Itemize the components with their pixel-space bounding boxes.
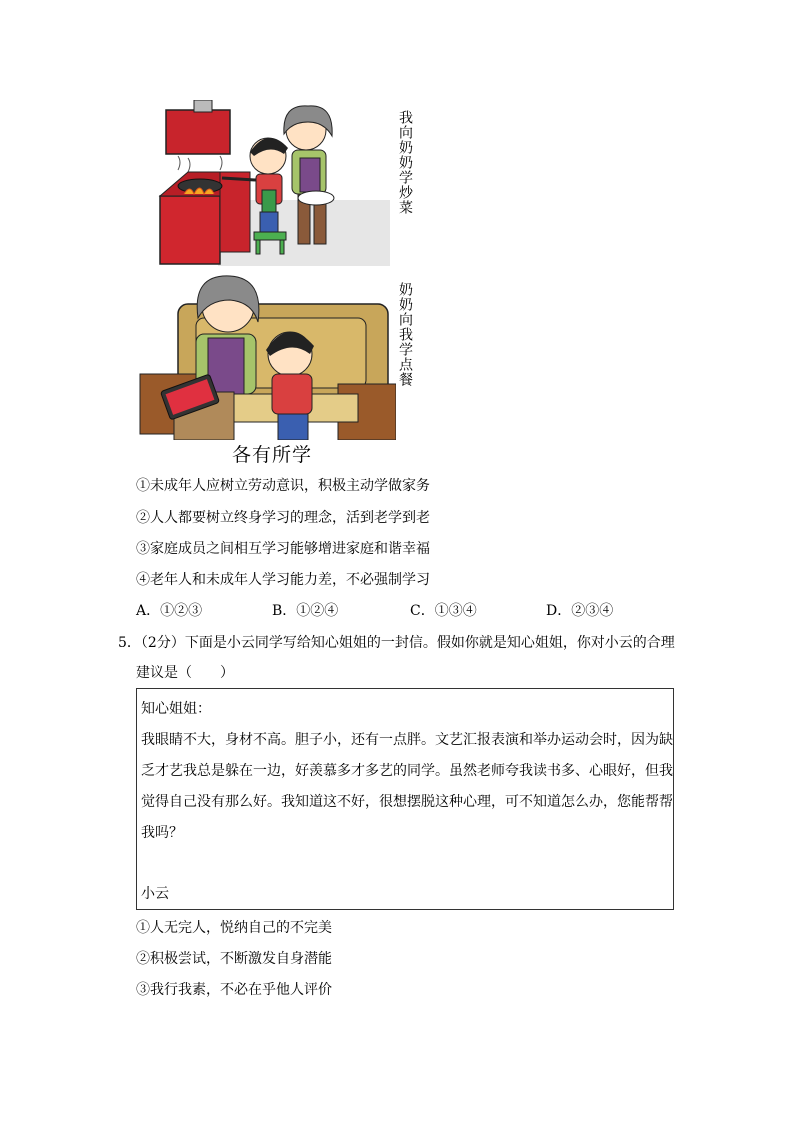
q4-statement-3: ③家庭成员之间相互学习能够增进家庭和谐幸福 [136, 541, 430, 557]
letter-body-line-1: 我眼睛不大，身材不高。胆子小，还有一点胖。文艺汇报表演和举办运动会时，因为缺 [141, 732, 673, 748]
letter-box [136, 688, 674, 910]
q5-statement-3: ③我行我素，不必在乎他人评价 [136, 982, 332, 998]
letter-body-line-2: 乏才艺我总是躲在一边，好羡慕多才多艺的同学。虽然老师夸我读书多、心眼好，但我 [141, 763, 673, 779]
q4-statement-1: ①未成年人应树立劳动意识，积极主动学做家务 [136, 478, 430, 494]
ordering-scene-image [138, 274, 396, 440]
q4-option-c[interactable]: C．①③④ [410, 603, 477, 619]
letter-signature: 小云 [141, 886, 169, 902]
cooking-illustration [158, 100, 390, 266]
cooking-scene-image [158, 100, 390, 266]
letter-greeting: 知心姐姐： [141, 701, 211, 717]
letter-body-line-4: 我吗？ [141, 825, 183, 841]
illustration-title: 各有所学 [232, 444, 313, 466]
panel2-caption: 奶奶向我学点餐 [397, 282, 413, 387]
q5-statement-1: ①人无完人，悦纳自己的不完美 [136, 920, 332, 936]
q4-option-d[interactable]: D．②③④ [546, 603, 614, 619]
q4-option-a[interactable]: A．①②③ [136, 603, 203, 619]
q4-statement-4: ④老年人和未成年人学习能力差，不必强制学习 [136, 572, 430, 588]
q5-stem-line1: 5．（2分）下面是小云同学写给知心姐姐的一封信。假如你就是知心姐姐，你对小云的合理 [118, 635, 675, 651]
ordering-illustration [138, 274, 396, 440]
q4-statement-2: ②人人都要树立终身学习的理念，活到老学到老 [136, 510, 430, 526]
q4-option-b[interactable]: B．①②④ [272, 603, 339, 619]
q5-stem-line2: 建议是（ ） [136, 665, 234, 681]
letter-body-line-3: 觉得自己没有那么好。我知道这不好，很想摆脱这种心理，可不知道怎么办，您能帮帮 [141, 794, 673, 810]
panel1-caption: 我向奶奶学炒菜 [397, 110, 413, 215]
q5-statement-2: ②积极尝试，不断激发自身潜能 [136, 951, 332, 967]
